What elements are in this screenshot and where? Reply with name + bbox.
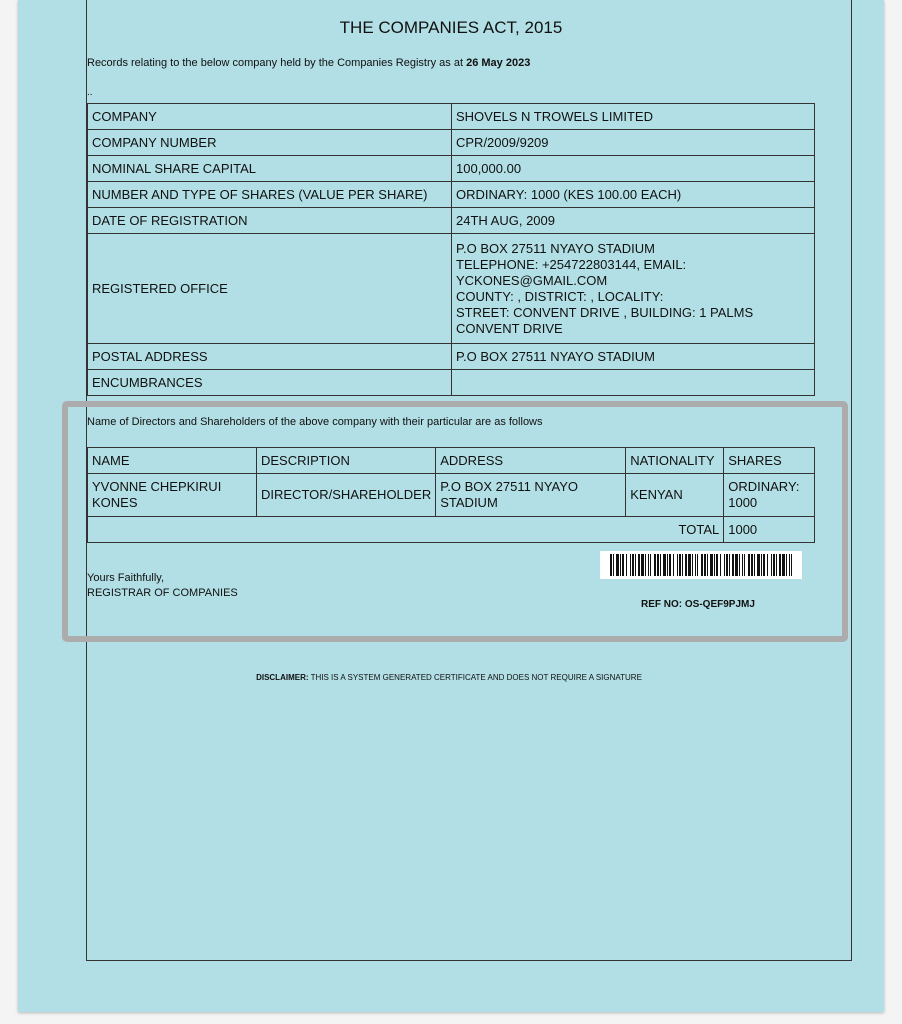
barcode-bar [654, 554, 656, 576]
barcode-bar [771, 554, 772, 576]
field-label: NUMBER AND TYPE OF SHARES (VALUE PER SHARE) [88, 182, 452, 208]
barcode-bar [751, 554, 753, 576]
barcode-bar [632, 554, 634, 576]
column-header: NATIONALITY [626, 448, 724, 474]
barcode-bar [735, 554, 738, 576]
barcode-bar [732, 554, 734, 576]
shares-line: ORDINARY: [728, 479, 800, 494]
column-header: NAME [88, 448, 257, 474]
barcode-bar [673, 554, 674, 576]
disclaimer-text: THIS IS A SYSTEM GENERATED CERTIFICATE AND DOES NOT REQUIRE A SIGNATURE [310, 673, 642, 682]
barcode-bar [622, 554, 624, 576]
name-line: KONES [92, 495, 138, 510]
document-title: THE COMPANIES ACT, 2015 [339, 18, 563, 37]
field-label: COMPANY [88, 104, 452, 130]
barcode-bar [726, 554, 728, 576]
barcode-bar [739, 554, 740, 576]
barcode-bar [667, 554, 668, 576]
barcode-bar [704, 554, 706, 576]
column-header: ADDRESS [436, 448, 626, 474]
field-value: 100,000.00 [452, 156, 815, 182]
barcode-bar [657, 554, 659, 576]
field-label: ENCUMBRANCES [88, 370, 452, 396]
director-address [436, 474, 626, 517]
barcode-bar [663, 554, 666, 576]
field-label: NOMINAL SHARE CAPITAL [88, 156, 452, 182]
barcode-bar [786, 554, 787, 576]
disclaimer-label: DISCLAIMER: [256, 673, 309, 682]
address-line: P.O BOX 27511 NYAYO [440, 479, 579, 494]
barcode-bar [688, 554, 691, 576]
barcode-bar [791, 554, 792, 576]
barcode-bar [613, 554, 614, 576]
reference-number: REF NO: OS-QEF9PJMJ [641, 599, 755, 610]
barcode-bar [610, 554, 612, 576]
table-row [88, 130, 815, 156]
address-line: STREET: CONVENT DRIVE , BUILDING: 1 PALMS [456, 304, 754, 320]
barcode-bar [697, 554, 698, 576]
barcode-bar [695, 554, 696, 576]
address-line: YCKONES@GMAIL.COM [456, 272, 608, 288]
total-row [88, 517, 815, 543]
barcode-bar [744, 554, 745, 576]
barcode-bar [757, 554, 760, 576]
field-label: REGISTERED OFFICE [88, 234, 452, 344]
field-label: COMPANY NUMBER [88, 130, 452, 156]
barcode-bar [648, 554, 649, 576]
total-value: 1000 [724, 517, 815, 543]
table-header-row [88, 448, 815, 474]
address-line: STADIUM [440, 495, 498, 510]
barcode-bar [761, 554, 762, 576]
director-shares [724, 474, 815, 517]
barcode-bar [763, 554, 765, 576]
barcode-bar [779, 554, 781, 576]
shares-line: 1000 [728, 495, 758, 510]
barcode-bar [742, 554, 743, 576]
barcode-bar [616, 554, 619, 576]
address-line: COUNTY: , DISTRICT: , LOCALITY: [456, 288, 664, 304]
barcode-bar [716, 554, 718, 576]
address-line: P.O BOX 27511 NYAYO STADIUM [456, 240, 655, 256]
field-value: ORDINARY: 1000 (KES 100.00 EACH) [452, 182, 815, 208]
director-name [88, 474, 257, 517]
registered-office-value [452, 234, 815, 344]
barcode-bar [720, 554, 721, 576]
total-label: TOTAL [88, 517, 724, 543]
barcode-bar [710, 554, 713, 576]
barcode-graphic [610, 554, 792, 576]
barcode-bar [692, 554, 693, 576]
column-header: DESCRIPTION [257, 448, 436, 474]
barcode-bar [782, 554, 785, 576]
barcode-bar [669, 554, 671, 576]
barcode-bar [679, 554, 681, 576]
column-header: SHARES [724, 448, 815, 474]
barcode-bar [650, 554, 651, 576]
registrar-title: REGISTRAR OF COMPANIES [87, 587, 238, 599]
barcode-bar [685, 554, 687, 576]
barcode [600, 551, 802, 579]
barcode-bar [754, 554, 755, 576]
company-info-table [87, 103, 815, 396]
field-value: 24TH AUG, 2009 [452, 208, 815, 234]
table-row [88, 104, 815, 130]
barcode-bar [776, 554, 777, 576]
director-nationality: KENYAN [626, 474, 724, 517]
barcode-bar [729, 554, 730, 576]
directors-table [87, 447, 815, 543]
table-row [88, 344, 815, 370]
records-date: 26 May 2023 [466, 57, 531, 69]
barcode-bar [707, 554, 708, 576]
records-prefix: Records relating to the below company held by the Companies Registry as at [87, 57, 464, 69]
barcode-bar [714, 554, 715, 576]
barcode-bar [724, 554, 725, 576]
signoff [87, 571, 238, 601]
table-row [88, 208, 815, 234]
field-value: CPR/2009/9209 [452, 130, 815, 156]
directors-intro: Name of Directors and Shareholders of the above company with their particular are as follows [87, 416, 543, 428]
barcode-bar [773, 554, 775, 576]
barcode-bar [638, 554, 640, 576]
barcode-bar [626, 554, 627, 576]
address-line: CONVENT DRIVE [456, 320, 563, 336]
barcode-bar [641, 554, 644, 576]
barcode-bar [682, 554, 683, 576]
table-row [88, 370, 815, 396]
table-row [88, 182, 815, 208]
barcode-bar [620, 554, 621, 576]
name-line: YVONNE CHEPKIRUI [92, 479, 222, 494]
table-row [88, 234, 815, 344]
field-value [452, 370, 815, 396]
barcode-bar [789, 554, 790, 576]
dots-mark: .. [87, 87, 93, 98]
records-statement [87, 57, 530, 69]
disclaimer [0, 673, 898, 682]
field-label: POSTAL ADDRESS [88, 344, 452, 370]
yours-faithfully: Yours Faithfully, [87, 572, 165, 584]
director-description: DIRECTOR/SHAREHOLDER [257, 474, 436, 517]
field-value: SHOVELS N TROWELS LIMITED [452, 104, 815, 130]
table-row [88, 156, 815, 182]
barcode-bar [635, 554, 636, 576]
barcode-bar [660, 554, 661, 576]
barcode-bar [630, 554, 631, 576]
barcode-bar [748, 554, 750, 576]
table-row [88, 474, 815, 517]
barcode-bar [767, 554, 768, 576]
barcode-bar [701, 554, 703, 576]
barcode-bar [645, 554, 646, 576]
field-label: DATE OF REGISTRATION [88, 208, 452, 234]
address-line: TELEPHONE: +254722803144, EMAIL: [456, 256, 687, 272]
barcode-bar [677, 554, 678, 576]
field-value: P.O BOX 27511 NYAYO STADIUM [452, 344, 815, 370]
